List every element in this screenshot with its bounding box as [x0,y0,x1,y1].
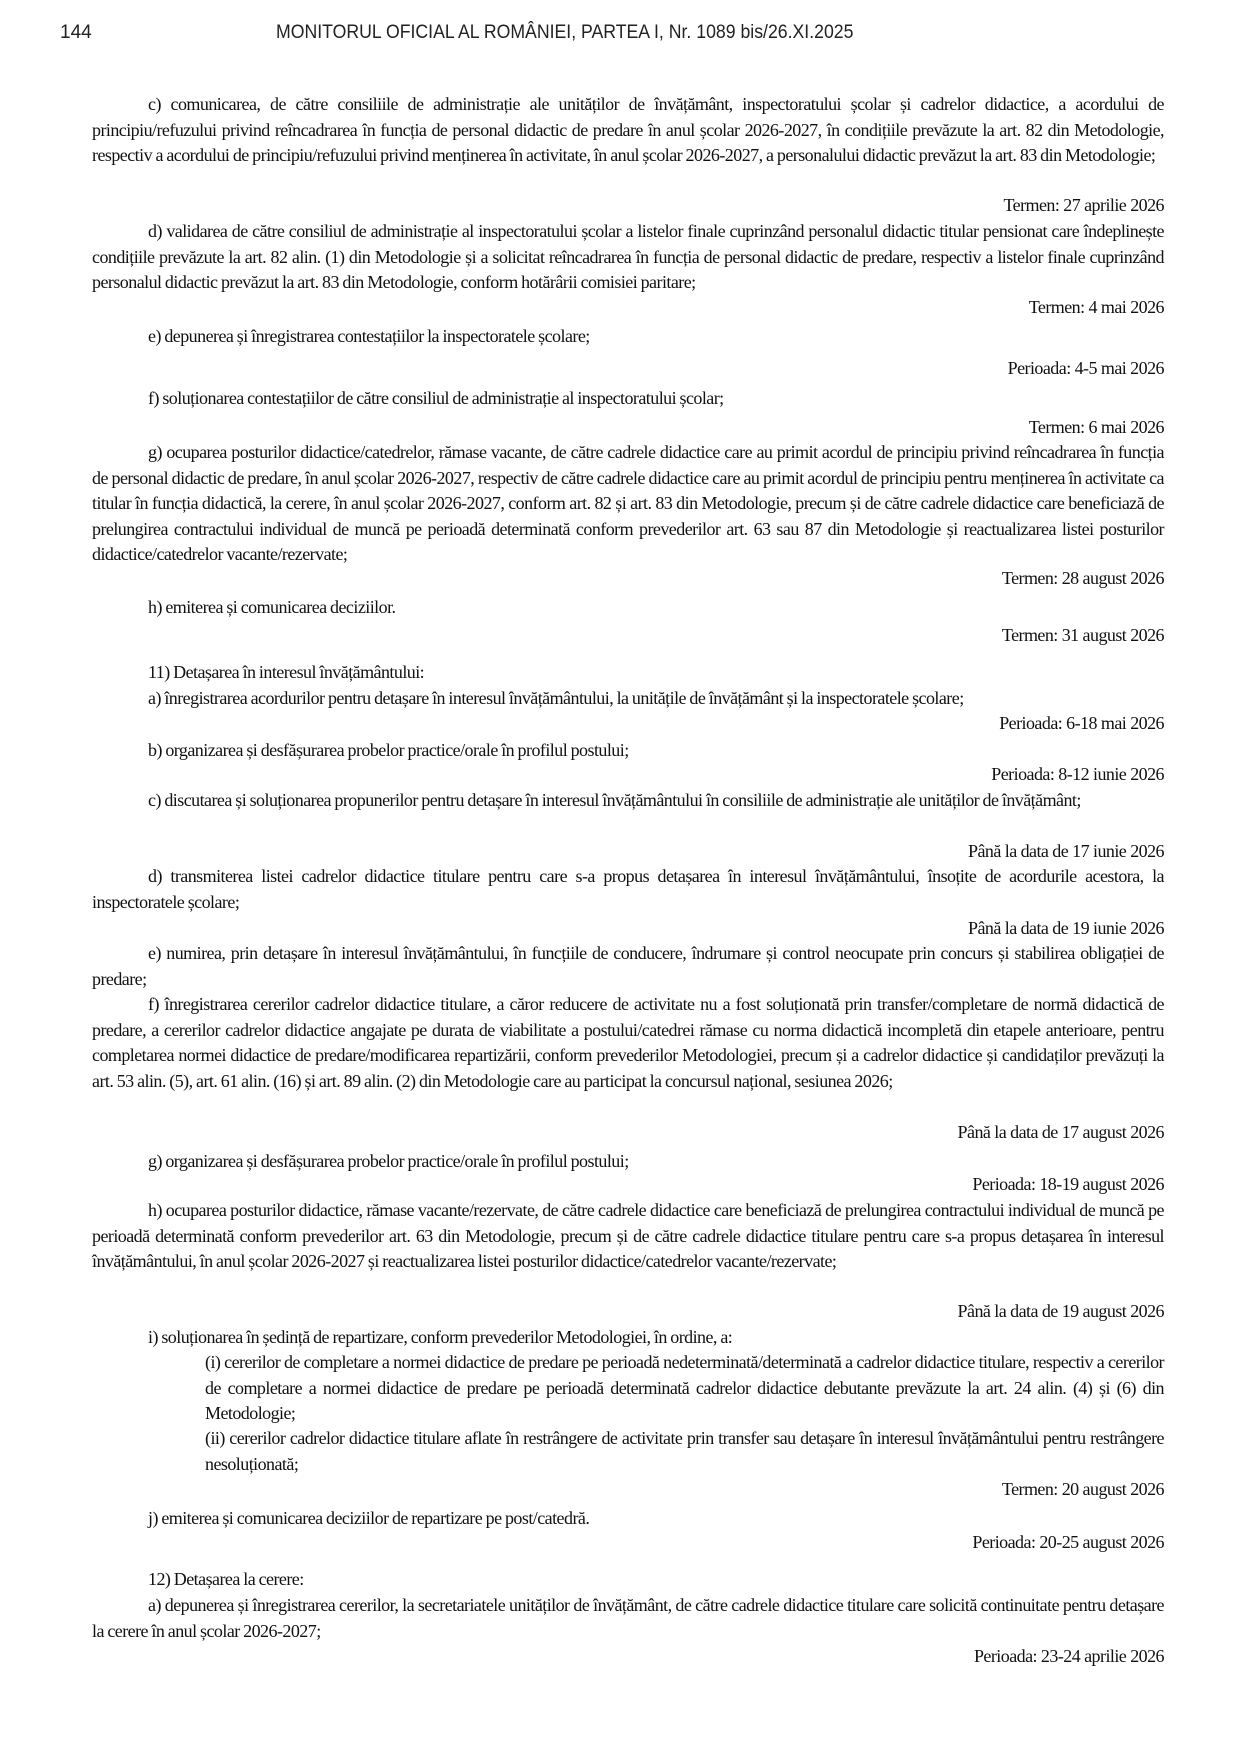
page-number: 144 [60,22,92,43]
item-11i-sub-ii: (ii) cererilor cadrelor didactice titulare aflate în restrângere de activitate prin transfer sau detașare în interesul învățământului pentru restrângere nesoluționată; [205,1428,1164,1474]
item-11f: f) înregistrarea cererilor cadrelor didactice titulare, a căror reducere de activitate nu a fost soluționată prin transfer/completare de normă didactică de predare, a cererilor cadrelor didactice angajate pe durata de viabilitate a postului/catedrei rămase cu norma didactică incompletă din etapele anterioare, pentru completarea normei didactice de predare/modificarea repartizării, conform prevederilor Metodologiei, precum și a cadrelor didactice și candidaților prevăzuți la art. 53 alin. (5), art. 61 alin. (16) și art. 89 alin. (2) din Metodologie care au participat la concursul național, sesiunea 2026; [92,994,1164,1091]
deadline-11f: Până la data de 17 august 2026 [957,1122,1164,1142]
item-11c: c) discutarea și soluționarea propunerilor pentru detașare în interesul învățământului în consiliile de administrație ale unităților de învățământ; [148,790,1081,810]
publication-title: MONITORUL OFICIAL AL ROMÂNIEI, PARTEA I, Nr. 1089 bis/26.XI.2025 [276,22,854,43]
item-10e: e) depunerea și înregistrarea contestațiilor la inspectoratele școlare; [148,326,590,346]
item-10d: d) validarea de către consiliul de administrație al inspectoratului școlar a listelor finale cuprinzând personalul didactic titular pensionat care îndeplinește condițiile prevăzute la art. 82 alin. (1) din Metodologie și a solicitat reîncadrarea în funcția de personal didactic de predare, respectiv a listelor finale cuprinzând personalul didactic prevăzut la art. 83 din Metodologie, conform hotărârii comisiei paritare; [92,221,1164,292]
item-12a: a) depunerea și înregistrarea cererilor, la secretariatele unităților de învățământ, de către cadrele didactice titulare care solicită continuitate pentru detașare la cerere în anul școlar 2026-2027; [92,1595,1164,1641]
item-11g: g) organizarea și desfășurarea probelor practice/orale în profilul postului; [148,1151,629,1171]
section-11-heading: 11) Detașarea în interesul învățământului: [148,662,425,682]
deadline-10f: Termen: 6 mai 2026 [1028,417,1164,437]
deadline-11b: Perioada: 8-12 iunie 2026 [991,764,1164,784]
item-11a: a) înregistrarea acordurilor pentru detașare în interesul învățământului, la unitățile de învățământ și la inspectoratele școlare; [148,688,964,708]
deadline-10d: Termen: 4 mai 2026 [1028,297,1164,317]
deadline-11g: Perioada: 18-19 august 2026 [972,1174,1164,1194]
item-11j: j) emiterea și comunicarea deciziilor de repartizare pe post/catedră. [148,1508,590,1528]
deadline-11c: Până la data de 17 iunie 2026 [968,841,1164,861]
deadline-10h: Termen: 31 august 2026 [1001,625,1164,645]
item-11b: b) organizarea și desfășurarea probelor practice/orale în profilul postului; [148,740,629,760]
section-12-heading: 12) Detașarea la cerere: [148,1569,304,1589]
item-11e: e) numirea, prin detașare în interesul învățământului, în funcțiile de conducere, îndrumare și control neocupate prin concurs și stabilirea obligației de predare; [92,943,1164,989]
deadline-11h: Până la data de 19 august 2026 [957,1301,1164,1321]
deadline-10c: Termen: 27 aprilie 2026 [1003,195,1164,215]
item-11h: h) ocuparea posturilor didactice, rămase vacante/rezervate, de către cadrele didactice care beneficiază de prelungirea contractului individual de muncă pe perioadă determinată conform prevederilor art. 63 din Metodologie, precum și de către cadrele didactice titulare pentru care s-a propus detașarea în interesul învățământului, în anul școlar 2026-2027 și reactualizarea listei posturilor didactice/catedrelor vacante/rezervate; [92,1200,1164,1271]
deadline-12a: Perioada: 23-24 aprilie 2026 [973,1646,1164,1666]
deadline-11d: Până la data de 19 iunie 2026 [968,918,1164,938]
deadline-10g: Termen: 28 august 2026 [1001,568,1164,588]
deadline-11a: Perioada: 6-18 mai 2026 [999,713,1164,733]
deadline-11j: Perioada: 20-25 august 2026 [972,1532,1164,1552]
item-10c: c) comunicarea, de către consiliile de administrație ale unităților de învățământ, inspectoratului școlar și cadrelor didactice, a acordului de principiu/refuzului privind reîncadrarea în funcția de personal didactic de predare în anul școlar 2026-2027, în condițiile prevăzute la art. 82 din Metodologie, respectiv a acordului de principiu/refuzului privind menținerea în activitate, în anul școlar 2026-2027, a personalului didactic prevăzut la art. 83 din Metodologie; [92,94,1164,165]
item-11d: d) transmiterea listei cadrelor didactice titulare pentru care s-a propus detașarea în interesul învățământului, însoțite de acordurile acestora, la inspectoratele școlare; [92,866,1164,912]
item-10g: g) ocuparea posturilor didactice/catedrelor, rămase vacante, de către cadrele didactice care au primit acordul de principiu privind reîncadrarea în funcția de personal didactic de predare, în anul școlar 2026-2027, respectiv de către cadrele didactice care au primit acordul de principiu pentru menținerea în activitate ca titular în funcția didactică, la cerere, în anul școlar 2026-2027, conform art. 82 și art. 83 din Metodologie, precum și de către cadrele didactice care beneficiază de prelungirea contractului individual de muncă pe perioadă determinată conform prevederilor art. 63 sau 87 din Metodologie și reactualizarea listei posturilor didactice/catedrelor vacante/rezervate; [92,442,1164,564]
item-11i-sub-i: (i) cererilor de completare a normei didactice de predare pe perioadă nedeterminată/determinată a cadrelor didactice titulare, respectiv a cererilor de completare a normei didactice de predare pe perioadă determinată cadrelor didactice debutante prevăzute la art. 24 alin. (4) și (6) din Metodologie; [205,1352,1164,1423]
deadline-10e: Perioada: 4-5 mai 2026 [1007,358,1164,378]
item-10f: f) soluționarea contestațiilor de către consiliul de administrație al inspectoratului școlar; [148,388,724,408]
item-10h: h) emiterea și comunicarea deciziilor. [148,597,396,617]
item-11i: i) soluționarea în ședință de repartizare, conform prevederilor Metodologiei, în ordine, a: [148,1327,733,1347]
deadline-11i: Termen: 20 august 2026 [1001,1479,1164,1499]
